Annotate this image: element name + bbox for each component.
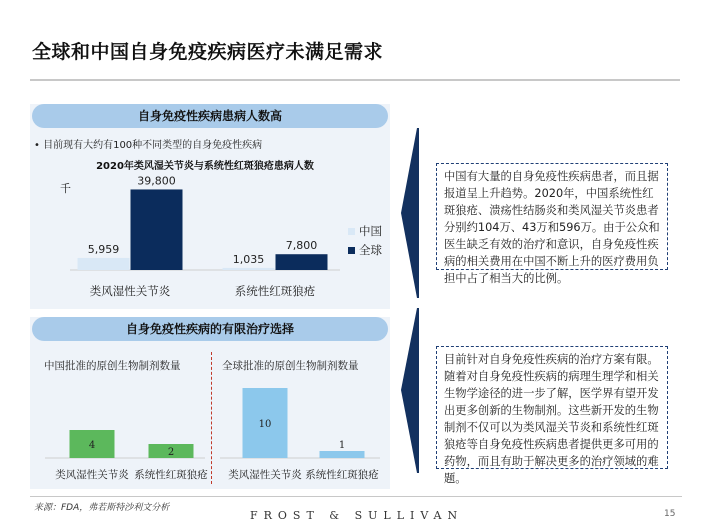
patients-panel-header: 自身免疫性疾病患病人数高: [32, 104, 388, 128]
legend-swatch-global: [348, 247, 355, 254]
value-label-global-0: 39,800: [137, 174, 176, 188]
chevron-arrows: [393, 128, 433, 473]
legend-label-global: 全球: [359, 243, 382, 257]
bottom-chevron-shape: [401, 308, 419, 473]
global-approved-value-label-0: 10: [258, 419, 272, 430]
china-category-ra: 类风湿性关节炎: [55, 469, 129, 481]
bar-china-1: [223, 268, 275, 270]
value-label-global-1: 7,800: [285, 239, 318, 253]
bullet-dot: •: [34, 140, 44, 151]
patients-unit-label: 千: [60, 182, 71, 195]
footer-divider: [30, 496, 682, 497]
global-category-ra: 类风湿性关节炎: [228, 469, 302, 481]
category-label-ra: 类风湿性关节炎: [89, 284, 171, 298]
china-category-sle: 系统性红斑狼疮: [134, 469, 208, 481]
bar-global-1: [276, 254, 328, 270]
bottom-note-box: 目前针对自身免疫性疾病的治疗方案有限。随着对自身免疫性疾病的病理生理学和相关生物学途径的进一步了解，医学界有望开发出更多创新的生物制剂。这些新开发的生物制剂不仅可以为类风湿关节炎和系统性红斑狼疮等自身免疫性疾病患者提供更多可用的药物，而且有助于解决更多的治疗领域的难题。: [436, 346, 668, 469]
china-approved-title: 中国批准的原创生物制剂数量: [44, 360, 181, 372]
footer-source: 来源：FDA，弗若斯特沙利文分析: [34, 503, 170, 513]
china-approved-chart: [40, 380, 210, 485]
global-approved-bar-1: [320, 451, 365, 458]
legend-label-china: 中国: [359, 224, 382, 238]
patients-chart: [30, 150, 390, 308]
global-approved-value-label-1: 1: [338, 440, 346, 451]
china-approved-value-label-0: 4: [88, 440, 96, 451]
brand-logo: FROST & SULLIVAN: [250, 509, 464, 522]
patients-legend: [348, 224, 382, 257]
patients-chart-title: 2020年类风湿关节炎与系统性红斑狼疮患病人数: [96, 161, 314, 172]
top-note-box: 中国有大量的自身免疫性疾病患者，而且据报道呈上升趋势。2020年，中国系统性红斑狼疮、溃疡性结肠炎和类风湿关节炎患者分别约104万、43万和596万。由于公众和医生缺乏有效的治疗和意识，自身免疫性疾病的相关费用在中国不断上升的医疗费用负担中占了相当大的比例。: [436, 163, 668, 270]
global-approved-chart: [215, 380, 385, 485]
global-category-sle: 系统性红斑狼疮: [305, 469, 379, 481]
page-title: 全球和中国自身免疫疾病医疗未满足需求: [32, 41, 384, 63]
disease-count-bullet: [34, 136, 262, 151]
page-number: 15: [664, 509, 676, 519]
approved-divider: [211, 352, 212, 484]
bar-china-0: [78, 258, 130, 270]
value-label-china-0: 5,959: [87, 242, 120, 256]
treatment-panel-header: 自身免疫性疾病的有限治疗选择: [32, 317, 388, 341]
title-divider: [30, 79, 680, 81]
bullet-text: 目前现有大约有100种不同类型的自身免疫性疾病: [43, 140, 263, 151]
bar-global-0: [131, 189, 183, 270]
value-label-china-1: 1,035: [232, 252, 265, 266]
global-approved-title: 全球批准的原创生物制剂数量: [222, 360, 359, 372]
legend-swatch-china: [348, 228, 355, 235]
china-approved-value-label-1: 2: [167, 447, 175, 458]
top-chevron-shape: [401, 128, 419, 298]
category-label-sle: 系统性红斑狼疮: [234, 284, 316, 298]
